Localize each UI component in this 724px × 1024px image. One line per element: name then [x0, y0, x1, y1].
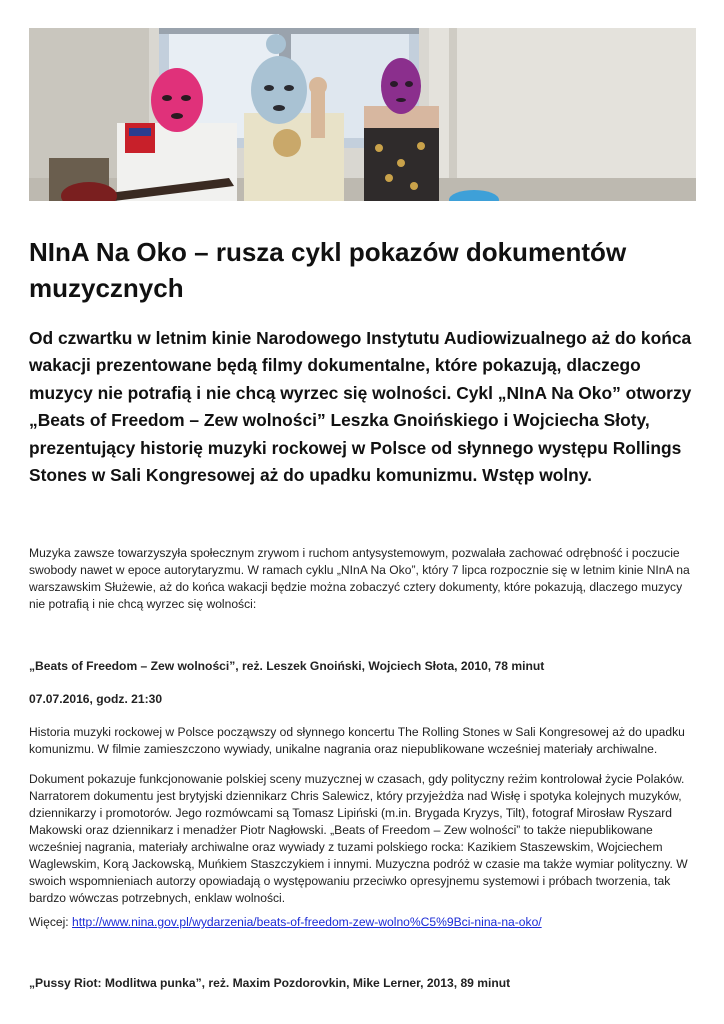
film1-details: Dokument pokazuje funkcjonowanie polskiej sceny muzycznej w czasach, gdy polityczny reżim kontrolował życie Polaków. Narratorem dokumentu jest brytyjski dziennikarz Chris Salewicz, który przyjeżdża nad Wisłę i spotyka kolejnych muzyków, dziennikarzy i promotorów. Jego rozmówcami są Tomasz Lipiński (m.in. Brygada Kryzys, Tilt), fotograf Mirosław Ryszard Makowski oraz dziennikarz i menadżer Piotr Nagłowski. „Beats of Freedom – Zew wolności” to także niepublikowane wcześniej nagrania, materiały archiwalne oraz wywiady z tuzami polskiego rocka: Kazikiem Staszewskim, Wojciechem Waglewskim, Korą Jackowską, Muńkiem Staszczykiem i innymi. Muzyczna podróż w czasie ma także wymiar polityczny. W swoich wspomnieniach autorzy opowiadają o występowaniu przeciwko opresyjnemu systemowi i próbach tworzenia, tak bardzo wówczas potrzebnych, enklaw wolności.: [29, 772, 688, 905]
more-label: Więcej:: [29, 915, 73, 929]
article-photo: [29, 28, 696, 201]
more-link[interactable]: http://www.nina.gov.pl/wydarzenia/beats-of-freedom-zew-wolno%C5%9Bci-nina-na-oko/: [72, 915, 542, 929]
article-headline: NInA Na Oko – rusza cykl pokazów dokumentów muzycznych: [29, 237, 627, 303]
article-lead: Od czwartku w letnim kinie Narodowego Instytutu Audiowizualnego aż do końca wakacji prezentowane będą filmy dokumentalne, które pokazują, dlaczego muzycy nie potrafią i nie chcą wyrzec się wolności. Cykl „NInA Na Oko” otworzy „Beats of Freedom – Zew wolności” Leszka Gnoińskiego i Wojciecha Słoty, prezentujący historię muzyki rockowej w Polsce od słynnego występu Rollings Stones w Sali Kongresowej aż do upadku komunizmu. Wstęp wolny.: [29, 328, 692, 486]
film1-more: [29, 914, 699, 931]
photo-three-masked-performers-icon: [29, 28, 696, 201]
article-intro: Muzyka zawsze towarzyszyła społecznym zrywom i ruchom antysystemowym, pozwalała zachować odrębność i poczucie swobody nawet w epoce autorytaryzmu. W ramach cyklu „NInA Na Oko”, który 7 lipca rozpocznie się w letnim kinie NInA na warszawskim Służewie, aż do końca wakacji będzie można zobaczyć cztery dokumenty, które pokazują, dlaczego muzycy nie potrafią i nie chcą wyrzec się wolności:: [29, 546, 690, 611]
film1-date: 07.07.2016, godz. 21:30: [29, 692, 163, 706]
film1-description: Historia muzyki rockowej w Polsce począwszy od słynnego koncertu The Rolling Stones w Sali Kongresowej aż do upadku komunizmu. W filmie zamieszczono wywiady, unikalne nagrania oraz niepublikowane wcześniej materiały archiwalne.: [29, 725, 685, 756]
film2-title: „Pussy Riot: Modlitwa punka”, reż. Maxim Pozdorovkin, Mike Lerner, 2013, 89 minut: [29, 976, 511, 990]
film1-title: „Beats of Freedom – Zew wolności”, reż. Leszek Gnoiński, Wojciech Słota, 2010, 78 minut: [29, 659, 545, 673]
